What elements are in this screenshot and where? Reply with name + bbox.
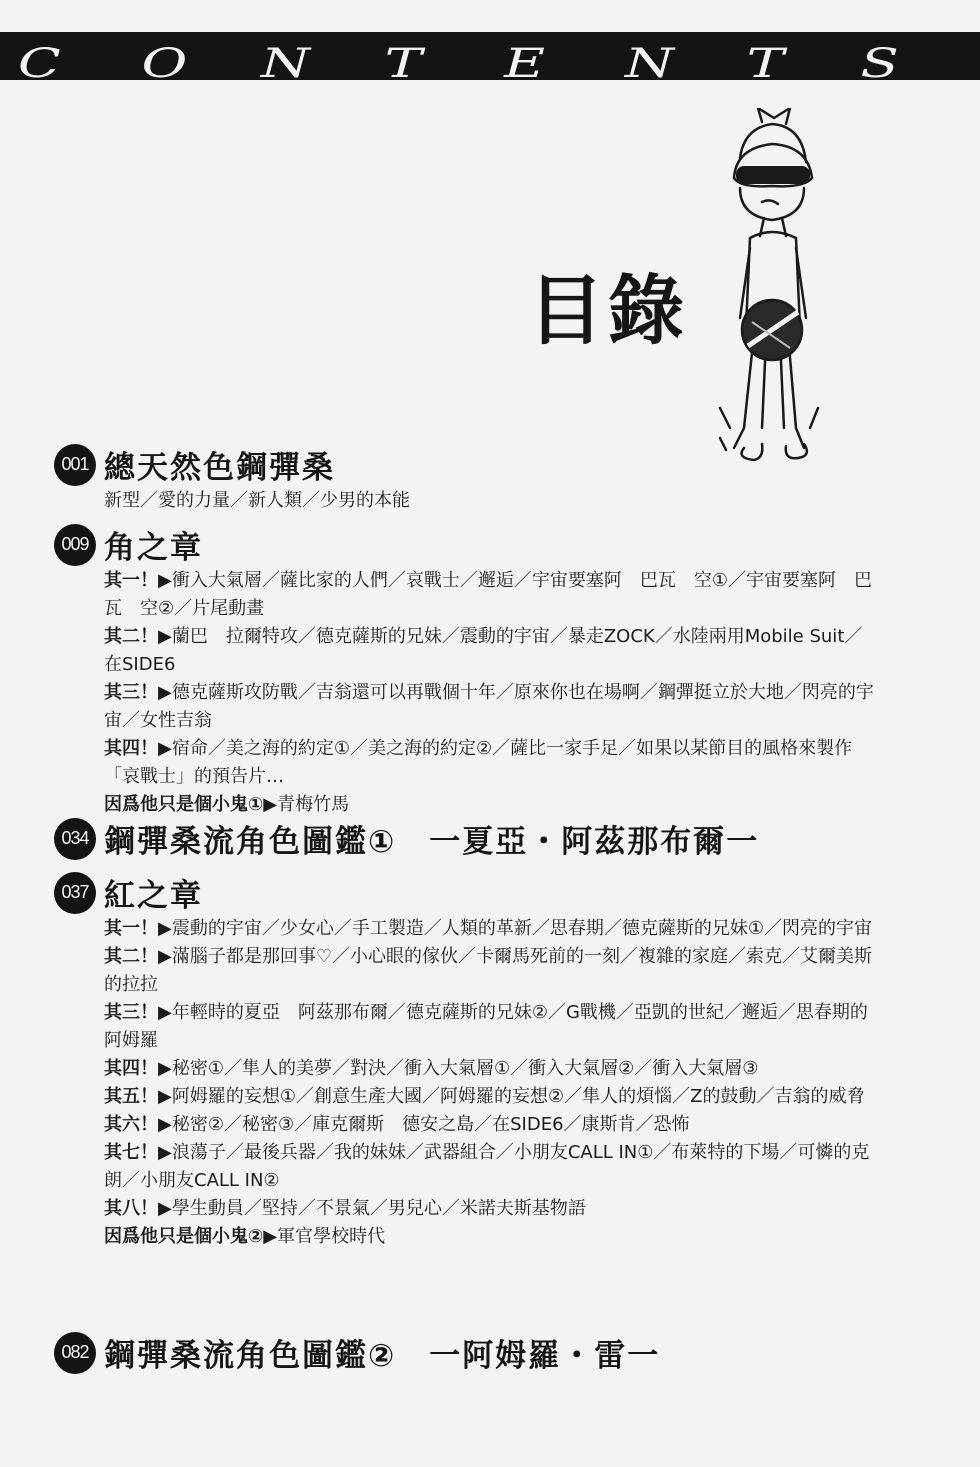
- line-label: 因爲他只是個小鬼②▶: [104, 1226, 278, 1247]
- page-number-badge: 082: [54, 1332, 96, 1374]
- episode-line: [104, 623, 874, 679]
- episode-line: [104, 735, 874, 791]
- subtitle-line: [104, 487, 874, 515]
- episode-line: [104, 567, 874, 623]
- page-number-badge: 001: [54, 444, 96, 486]
- line-label: 其二！▶: [104, 626, 172, 647]
- line-label: 其二！▶: [104, 946, 172, 967]
- episode-line: [104, 791, 874, 819]
- header-letter: S: [860, 41, 899, 87]
- episode-line: [104, 679, 874, 735]
- line-text: 蘭巴 拉爾特攻／德克薩斯的兄妹／震動的宇宙／暴走ZOCK／水陸兩用Mobile Suit／在SIDE6: [104, 626, 863, 675]
- line-label: 其四！▶: [104, 738, 172, 759]
- line-text: 阿姆羅的妄想①／創意生產大國／阿姆羅的妄想②／隼人的煩惱／Z的鼓動／吉翁的威脅: [171, 1086, 865, 1107]
- header-letter: C: [17, 41, 61, 87]
- header-letter: N: [625, 41, 674, 87]
- header-letter: T: [384, 41, 423, 87]
- episode-line: [104, 915, 874, 943]
- line-text: 秘密①／隼人的美夢／對決／衝入大氣層①／衝入大氣層②／衝入大氣層③: [171, 1058, 759, 1079]
- line-label: 因爲他只是個小鬼①▶: [104, 794, 278, 815]
- chapter-title: 鋼彈桑流角色圖鑑① 一夏亞・阿茲那布爾一: [104, 824, 760, 860]
- line-label: 其六！▶: [104, 1114, 172, 1135]
- line-text: 德克薩斯攻防戰／吉翁還可以再戰個十年／原來你也在場啊／鋼彈挺立於大地／閃亮的宇宙／女性吉翁: [104, 682, 874, 731]
- line-text: 浪蕩子／最後兵器／我的妹妹／武器組合／小朋友CALL IN①／布萊特的下場／可憐的克朗／小朋友CALL IN②: [104, 1142, 870, 1191]
- header-letter: T: [746, 41, 785, 87]
- header-letter: N: [261, 41, 310, 87]
- line-text: 滿腦子都是那回事♡／小心眼的傢伙／卡爾馬死前的一刻／複雜的家庭／索克／艾爾美斯的拉拉: [104, 946, 872, 995]
- line-text: 軍官學校時代: [277, 1226, 386, 1247]
- chapter-title: 總天然色鋼彈桑: [104, 450, 335, 486]
- line-label: 其七！▶: [104, 1142, 172, 1163]
- line-label: 其三！▶: [104, 1002, 172, 1023]
- line-label: 其一！▶: [104, 570, 172, 591]
- line-text: 新型／愛的力量／新人類／少男的本能: [104, 490, 410, 511]
- line-label: 其三！▶: [104, 682, 172, 703]
- page-number-badge: 037: [54, 872, 96, 914]
- chibi-character-illustration: [700, 108, 850, 488]
- line-text: 青梅竹馬: [277, 794, 350, 815]
- chapter-title: 鋼彈桑流角色圖鑑② 一阿姆羅・雷一: [104, 1338, 661, 1374]
- line-label: 其八！▶: [104, 1198, 172, 1219]
- chapter-title: 角之章: [104, 530, 203, 566]
- toc-entry-001: [54, 442, 874, 515]
- line-text: 年輕時的夏亞 阿茲那布爾／德克薩斯的兄妹②／G戰機／亞凱的世紀／邂逅／思春期的阿姆羅: [104, 1002, 868, 1051]
- episode-line: [104, 1223, 874, 1251]
- line-text: 學生動員／堅持／不景氣／男兒心／米諾夫斯基物語: [171, 1198, 586, 1219]
- episode-line: [104, 1139, 874, 1195]
- episode-line: [104, 1083, 874, 1111]
- line-text: 宿命／美之海的約定①／美之海的約定②／薩比一家手足／如果以某節目的風格來製作「哀戰士」的預告片…: [104, 738, 853, 787]
- episode-line: [104, 1111, 874, 1139]
- chapter-title: 紅之章: [104, 878, 203, 914]
- line-text: 秘密②／秘密③／庫克爾斯 德安之島／在SIDE6／康斯肯／恐怖: [171, 1114, 690, 1135]
- line-label: 其五！▶: [104, 1086, 172, 1107]
- line-text: 震動的宇宙／少女心／手工製造／人類的革新／思春期／德克薩斯的兄妹①／閃亮的宇宙: [171, 918, 872, 939]
- header-letter: E: [504, 41, 546, 87]
- toc-entry-037: [54, 870, 874, 1251]
- page-number-badge: 034: [54, 818, 96, 860]
- episode-line: [104, 943, 874, 999]
- line-label: 其一！▶: [104, 918, 172, 939]
- line-text: 衝入大氣層／薩比家的人們／哀戰士／邂逅／宇宙要塞阿 巴瓦 空①／宇宙要塞阿 巴瓦 空②／片尾動畫: [104, 570, 872, 619]
- episode-line: [104, 1055, 874, 1083]
- episode-line: [104, 999, 874, 1055]
- page-number-badge: 009: [54, 524, 96, 566]
- page-title: 目錄: [528, 266, 688, 355]
- line-label: 其四！▶: [104, 1058, 172, 1079]
- toc-entry-034: [54, 816, 874, 861]
- header-letter: O: [141, 41, 188, 87]
- episode-line: [104, 1195, 874, 1223]
- toc-entry-082: [54, 1330, 874, 1375]
- toc-entry-009: [54, 522, 874, 819]
